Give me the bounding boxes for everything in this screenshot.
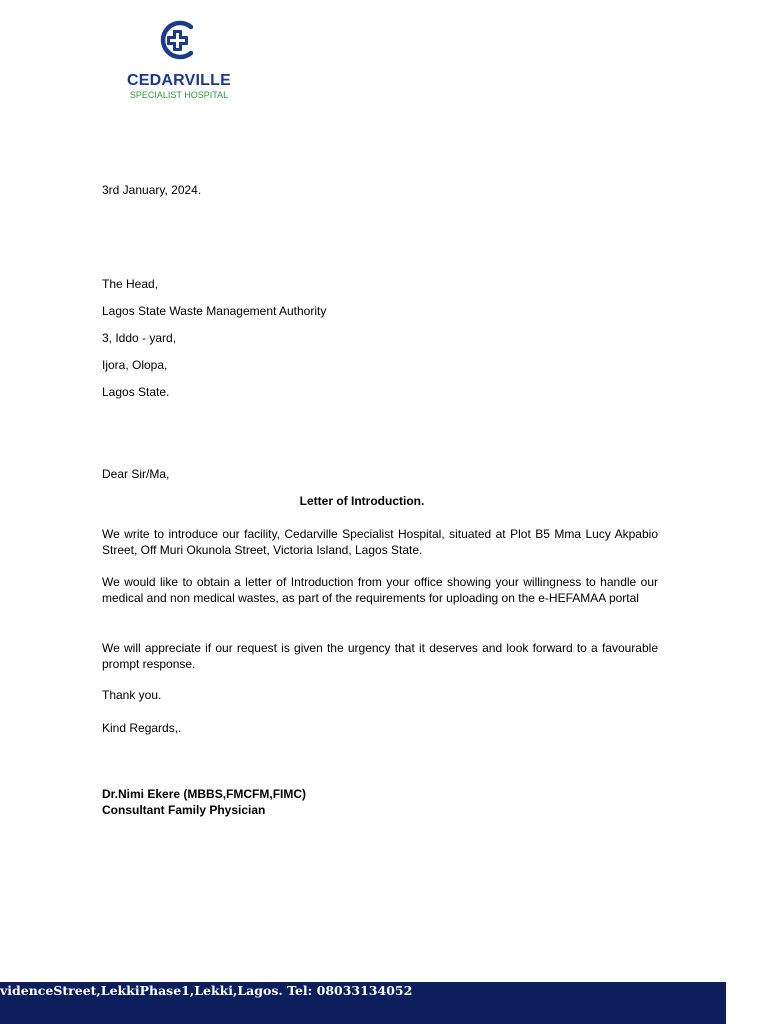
hospital-logo: [127, 18, 231, 100]
letter-subject: Letter of Introduction.: [299, 494, 425, 508]
signatory-title: Consultant Family Physician: [102, 803, 266, 817]
logo-subtitle: SPECIALIST HOSPITAL: [129, 90, 229, 100]
recipient-line: Lagos State.: [102, 385, 170, 399]
closing-line: Kind Regards,.: [102, 721, 182, 735]
hospital-cross-icon: [156, 18, 200, 62]
footer-address: videnceStreet,LekkiPhase1,Lekki,Lagos. Tel: 08033134052: [0, 983, 413, 998]
recipient-line: The Head,: [102, 277, 159, 291]
signatory-name: Dr.Nimi Ekere (MBBS,FMCFM,FIMC): [102, 787, 307, 801]
body-paragraph: We write to introduce our facility, Cedarville Specialist Hospital, situated at Plot B5 Mma Lucy Akpabio Street, Off Muri Okunola Street, Victoria Island, Lagos State.: [102, 527, 658, 557]
body-paragraph: We will appreciate if our request is given the urgency that it deserves and look forward to a favourable prompt response.: [102, 641, 658, 671]
letterhead-footer: [0, 982, 726, 1024]
logo-name: CEDARVILLE: [127, 72, 231, 89]
salutation: Dear Sir/Ma,: [102, 467, 170, 481]
recipient-line: Ijora, Olopa,: [102, 358, 168, 372]
recipient-line: Lagos State Waste Management Authority: [102, 304, 327, 318]
thanks-line: Thank you.: [102, 688, 162, 702]
letter-date: 3rd January, 2024.: [102, 183, 202, 197]
body-paragraph: We would like to obtain a letter of Introduction from your office showing your willingness to handle our medical and non medical wastes, as part of the requirements for uploading on the e-HEFAMAA portal: [102, 575, 658, 605]
recipient-line: 3, Iddo - yard,: [102, 331, 177, 345]
